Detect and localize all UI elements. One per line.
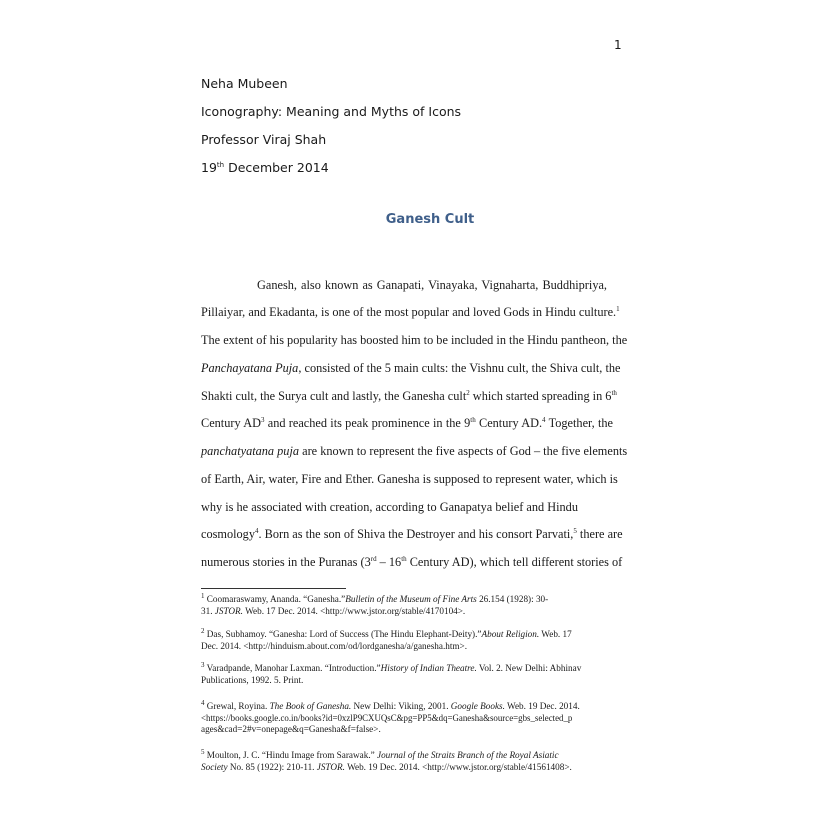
body-line: Pillaiyar, and Ekadanta, is one of the most popular and loved Gods in Hindu culture.$^1$ [201,304,620,319]
footnote-ref[interactable]: 4 [542,415,546,424]
footnote-4: $^4$ Grewal, Royina. The Book of Ganesha. New Delhi: Viking, 2001. Google Books. Web. 19 Dec. 2014. <https://books.google.co.in/books?id=0xzlP9CXUQsC&pg=PP5&dq=Ganesha&source=gbs_selected_p ages&cad=2#v=onepage&q=Ganesha&f=false>. [201,698,580,734]
footnote-ref[interactable]: 2 [466,388,470,397]
footnote-3: $^3$ Varadpande, Manohar Laxman. “Introduction.”History of Indian Theatre. Vol. 2. New Delhi: Abhinav Publications, 1992. 5. Print. [201,660,582,685]
footnote-ref[interactable]: 5 [573,526,577,535]
paper-title: Ganesh Cult [385,212,475,227]
body-line: Century $AD^3$ and reached its peak prominence in the 9th Century AD.$^4$ Together, the [201,415,614,430]
footnote-2: $^2$ Das, Subhamoy. “Ganesha: Lord of Success (The Hindu Elephant-Deity).”About Religion. Web. 17 Dec. 2014. <http://hinduism.about.com/od/lordganesha/a/ganesha.htm>. [201,626,572,651]
footnote-divider [201,588,346,589]
course-name: Iconography: Meaning and Myths of Icons [201,104,462,119]
body-line: cosmology$^4$. Born as the son of Shiva the Destroyer and his consort Parvati,$^5$ there are [201,526,623,541]
submission-date: 19th December 2014 [201,160,329,175]
footnote-1: $^1$ Coomaraswamy, Ananda. “Ganesha.”Bulletin of the Museum of Fine Arts 26.154 (1928): 30- 31. JSTOR. Web. 17 Dec. 2014. <http://www.jstor.org/stable/4170104>. [201,591,549,616]
footnote-5: $^5$ Moulton, J. C. “Hindu Image from Sarawak.” Journal of the Straits Branch of the Royal Asiatic Society No. 85 (1922): 210-11. JSTOR. Web. 19 Dec. 2014. <http://www.jstor.org/stable/41561408>. [201,747,572,772]
footnote-ref[interactable]: 1 [616,304,620,313]
body-line: why is he associated with creation, according to Ganapatya belief and Hindu [201,500,578,514]
body-line: panchatyatana puja are known to represent the five aspects of God – the five elements [201,444,628,458]
body-line: Ganesh, also known as Ganapati, Vinayaka, Vignaharta, Buddhipriya, [257,278,607,292]
body-line: Shakti cult, the Surya cult and lastly, the Ganesha cult$^2$ which started spreading in 6th [201,388,617,403]
body-line: Panchayatana Puja, consisted of the 5 main cults: the Vishnu cult, the Shiva cult, the [201,361,621,375]
body-line: numerous stories in the Puranas (3rd – 16th Century AD), which tell different stories of [201,554,623,569]
body-line: The extent of his popularity has boosted him to be included in the Hindu pantheon, the [201,333,628,347]
footnote-ref[interactable]: 4 [254,526,259,535]
footnote-ref[interactable]: 3 [260,415,265,424]
author-name: Neha Mubeen [201,76,288,91]
page-number: 1 [614,38,622,52]
professor-name: Professor Viraj Shah [201,132,327,147]
body-line: of Earth, Air, water, Fire and Ether. Ganesha is supposed to represent water, which is [201,472,618,486]
